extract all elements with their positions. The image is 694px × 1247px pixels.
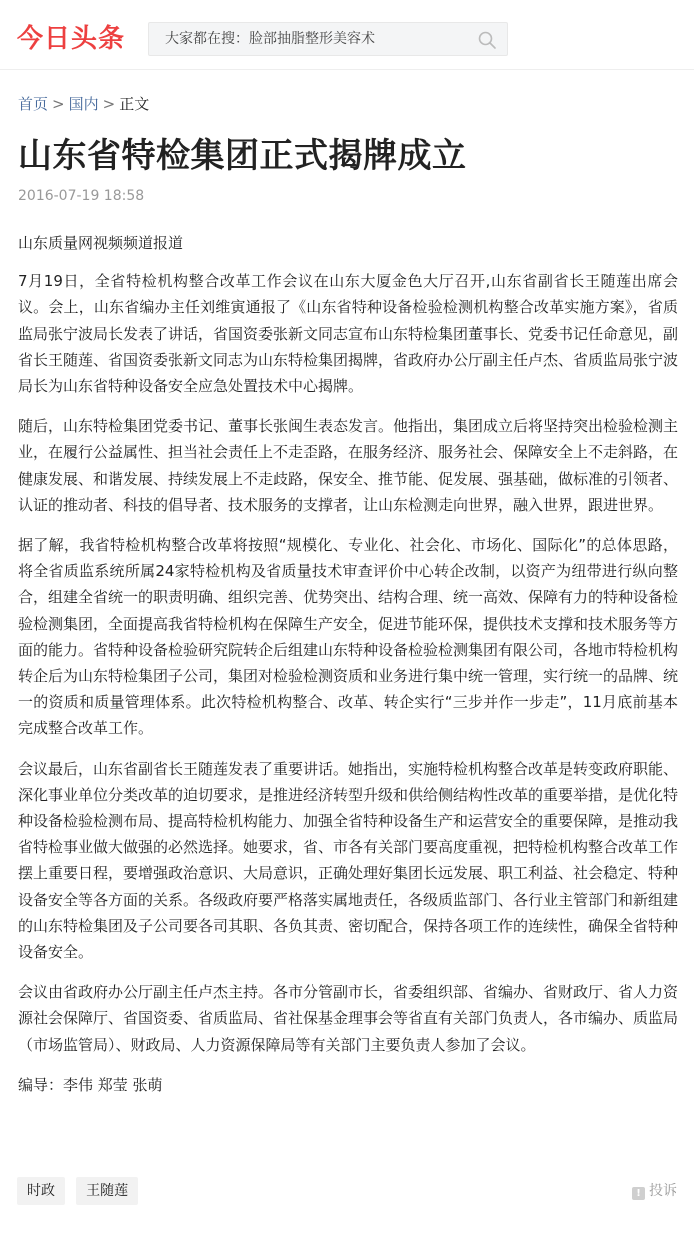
tag-item[interactable]: 时政 bbox=[17, 1177, 65, 1205]
breadcrumb bbox=[18, 94, 149, 114]
breadcrumb-separator: > bbox=[102, 95, 116, 113]
report-button[interactable] bbox=[632, 1181, 677, 1201]
article-editors: 编导：李伟 郑莹 张萌 bbox=[18, 1075, 163, 1094]
article-body bbox=[18, 230, 678, 1112]
breadcrumb-separator: > bbox=[52, 95, 65, 113]
tag-list bbox=[17, 1177, 144, 1205]
article-paragraph: 会议最后，山东省副省长王随莲发表了重要讲话。她指出，实施特检机构整合改革是转变政府职能、深化事业单位分类改革的迫切要求，是推进经济转型升级和供给侧结构性改革的重要举措，是优化特种设备检验检测布局、提高特检机构能力、加强全省特种设备生产和运营安全的重要保障，是推动我省特检事业做大做强的必然选择。她要求，省、市各有关部门要高度重视，把特检机构整合改革工作摆上重要日程，要增强政治意识、大局意识，正确处理好集团长远发展、职工利益、社会稳定、特种设备安全等各方面的关系。各级政府要严格落实属地责任，各级质监部门、各行业主管部门和新组建的山东特检集团及子公司要各司其职、各负其责、密切配合，保持各项工作的连续性，确保全省特种设备安全。 bbox=[18, 759, 679, 962]
article-paragraph: 据了解，我省特检机构整合改革将按照“规模化、专业化、社会化、市场化、国际化”的总体思路，将全省质监系统所属24家特检机构及省质量技术审查评价中心转企改制，以资产为纽带进行纵向整合，组建全省统一的职责明确、组织完善、优势突出、结构合理、统一高效、保障有力的特种设备检验检测集团，全面提高我省特检机构在保障生产安全，促进节能环保，提供技术支撑和技术服务等方面的能力。省特种设备检验研究院转企后组建山东特种设备检验检测集团有限公司，各地市特检机构转企后为山东特检集团子公司，集团对检验检测资质和业务进行集中统一管理，实行统一的品牌、统一的资质和质量管理体系。此次特检机构整合、改革、转企实行“三步并作一步走”，11月底前基本完成整合改革工作。 bbox=[18, 536, 679, 738]
article-paragraph: 7月19日，全省特检机构整合改革工作会议在山东大厦金色大厅召开,山东省副省长王随莲出席会议。会上，山东省编办主任刘维寅通报了《山东省特种设备检验检测机构整合改革实施方案》，省质监局张宁波局长发表了讲话，省国资委张新文同志宣布山东特检集团董事长、党委书记任命意见，副省长王随莲、省国资委张新文同志为山东特检集团揭牌，省政府办公厅副主任卢杰、省质监局张宁波局长为山东省特种设备安全应急处置技术中心揭牌。 bbox=[18, 272, 679, 396]
search-input[interactable]: 大家都在搜：脸部抽脂整形美容术 bbox=[165, 31, 375, 47]
article-paragraph: 随后，山东特检集团党委书记、董事长张闽生表态发言。他指出，集团成立后将坚持突出检验检测主业，在履行公益属性、担当社会责任上不走歪路，在服务经济、服务社会、保障安全上不走斜路，在健康发展、和谐发展、持续发展上不走歧路，保安全、推节能、促发展、强基础，做标准的引领者、认证的推动者、科技的倡导者、技术服务的支撑者，让山东检测走向世界，融入世界，跟进世界。 bbox=[18, 417, 679, 514]
breadcrumb-section[interactable]: 国内 bbox=[68, 95, 99, 113]
tag-item[interactable]: 王随莲 bbox=[76, 1177, 138, 1205]
search-box[interactable] bbox=[148, 22, 508, 56]
alert-icon: ! bbox=[632, 1187, 645, 1200]
report-label: 投诉 bbox=[649, 1183, 677, 1199]
publish-date: 2016-07-19 18:58 bbox=[18, 188, 145, 204]
article-paragraph: 会议由省政府办公厅副主任卢杰主持。各市分管副市长，省委组织部、省编办、省财政厅、省人力资源社会保障厅、省国资委、省质监局、省社保基金理事会等省直有关部门负责人，各市编办、质监局（市场监管局）、财政局、人力资源保障局等有关部门主要负责人参加了会议。 bbox=[18, 983, 679, 1054]
search-icon[interactable] bbox=[477, 30, 497, 50]
breadcrumb-current: 正文 bbox=[119, 95, 150, 113]
article-source: 山东质量网视频频道报道 bbox=[18, 234, 184, 252]
top-bar bbox=[0, 0, 694, 70]
article-title: 山东省特检集团正式揭牌成立 bbox=[18, 136, 467, 176]
site-logo[interactable]: 今日头条 bbox=[17, 24, 126, 54]
breadcrumb-home[interactable]: 首页 bbox=[18, 95, 49, 113]
